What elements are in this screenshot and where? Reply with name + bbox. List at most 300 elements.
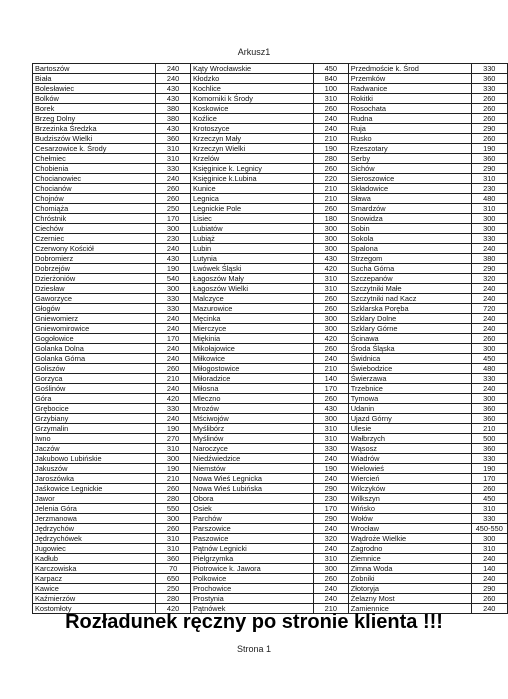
location-value-cell: 420 (313, 334, 348, 344)
location-name-cell: Rudna (348, 114, 471, 124)
location-name-cell: Legnica (190, 194, 313, 204)
location-value-cell: 260 (313, 394, 348, 404)
location-value-cell: 310 (471, 504, 507, 514)
location-name-cell: Bolków (33, 94, 156, 104)
location-name-cell: Kąty Wrocławskie (190, 64, 313, 74)
location-name-cell: Goślinów (33, 384, 156, 394)
location-value-cell: 240 (156, 64, 191, 74)
location-name-cell: Miłkowice (190, 354, 313, 364)
location-value-cell: 300 (313, 414, 348, 424)
location-value-cell: 260 (313, 294, 348, 304)
table-row (33, 254, 508, 264)
location-value-cell: 240 (313, 584, 348, 594)
location-value-cell: 310 (156, 444, 191, 454)
location-value-cell: 270 (156, 434, 191, 444)
location-value-cell: 360 (471, 404, 507, 414)
location-value-cell: 380 (156, 104, 191, 114)
location-name-cell: Jaczów (33, 444, 156, 454)
location-name-cell: Zagrodno (348, 544, 471, 554)
location-value-cell: 140 (471, 564, 507, 574)
location-name-cell: Smardzów (348, 204, 471, 214)
table-row (33, 464, 508, 474)
location-name-cell: Czerwony Kościół (33, 244, 156, 254)
location-name-cell: Jelenia Góra (33, 504, 156, 514)
table-row (33, 134, 508, 144)
locations-table (32, 63, 508, 614)
location-value-cell: 480 (471, 364, 507, 374)
location-value-cell: 100 (313, 84, 348, 94)
location-value-cell: 240 (471, 284, 507, 294)
location-name-cell: Czerniec (33, 234, 156, 244)
location-name-cell: Szczepanów (348, 274, 471, 284)
location-value-cell: 250 (156, 584, 191, 594)
table-row (33, 84, 508, 94)
location-name-cell: Bolesławiec (33, 84, 156, 94)
location-value-cell: 310 (156, 154, 191, 164)
location-value-cell: 310 (313, 94, 348, 104)
table-row (33, 454, 508, 464)
location-value-cell: 480 (471, 194, 507, 204)
location-value-cell: 360 (471, 74, 507, 84)
location-value-cell: 310 (471, 544, 507, 554)
location-name-cell: Ruja (348, 124, 471, 134)
location-name-cell: Wądroże Wielkie (348, 534, 471, 544)
table-row (33, 554, 508, 564)
table-row (33, 574, 508, 584)
location-value-cell: 260 (471, 104, 507, 114)
location-name-cell: Iwno (33, 434, 156, 444)
table-row (33, 294, 508, 304)
location-name-cell: Koskowice (190, 104, 313, 114)
location-name-cell: Tymowa (348, 394, 471, 404)
location-value-cell: 290 (313, 514, 348, 524)
location-value-cell: 240 (156, 174, 191, 184)
location-value-cell: 310 (313, 434, 348, 444)
table-row (33, 534, 508, 544)
table-row (33, 214, 508, 224)
location-value-cell: 190 (156, 264, 191, 274)
location-value-cell: 430 (313, 404, 348, 414)
table-row (33, 404, 508, 414)
location-name-cell: Chojnów (33, 194, 156, 204)
location-value-cell: 300 (313, 224, 348, 234)
location-value-cell: 280 (313, 154, 348, 164)
location-name-cell: Spalona (348, 244, 471, 254)
table-row (33, 304, 508, 314)
location-value-cell: 240 (156, 74, 191, 84)
location-value-cell: 240 (156, 384, 191, 394)
location-value-cell: 360 (471, 154, 507, 164)
location-name-cell: Kadłub (33, 554, 156, 564)
location-name-cell: Księginice k. Legnicy (190, 164, 313, 174)
location-name-cell: Kawice (33, 584, 156, 594)
location-name-cell: Krzeczyn Mały (190, 134, 313, 144)
location-value-cell: 380 (156, 114, 191, 124)
location-value-cell: 240 (156, 344, 191, 354)
location-value-cell: 260 (313, 104, 348, 114)
location-name-cell: Sucha Górna (348, 264, 471, 274)
location-value-cell: 170 (156, 214, 191, 224)
location-value-cell: 310 (313, 424, 348, 434)
location-name-cell: Prostynia (190, 594, 313, 604)
table-row (33, 244, 508, 254)
location-value-cell: 70 (156, 564, 191, 574)
table-row (33, 504, 508, 514)
location-value-cell: 210 (471, 424, 507, 434)
location-value-cell: 450 (313, 64, 348, 74)
location-value-cell: 220 (313, 174, 348, 184)
location-name-cell: Brzezinka Średzka (33, 124, 156, 134)
location-value-cell: 500 (471, 434, 507, 444)
location-name-cell: Szklary Górne (348, 324, 471, 334)
location-name-cell: Wilczyków (348, 484, 471, 494)
location-name-cell: Księginice k.Lubina (190, 174, 313, 184)
location-value-cell: 450-550 (471, 524, 507, 534)
location-name-cell: Jugowiec (33, 544, 156, 554)
location-value-cell: 650 (156, 574, 191, 584)
location-name-cell: Świerzawa (348, 374, 471, 384)
location-name-cell: Chróstnik (33, 214, 156, 224)
location-name-cell: Niemstów (190, 464, 313, 474)
location-value-cell: 300 (471, 394, 507, 404)
table-row (33, 334, 508, 344)
location-name-cell: Wąsosz (348, 444, 471, 454)
location-value-cell: 170 (313, 504, 348, 514)
table-row (33, 364, 508, 374)
location-name-cell: Rokitki (348, 94, 471, 104)
location-name-cell: Wiercień (348, 474, 471, 484)
location-value-cell: 450 (471, 494, 507, 504)
table-row (33, 124, 508, 134)
location-value-cell: 240 (471, 554, 507, 564)
location-name-cell: Przedmoście k. Środ (348, 64, 471, 74)
table-row (33, 514, 508, 524)
table-row (33, 394, 508, 404)
location-name-cell: Łagoszów Mały (190, 274, 313, 284)
location-value-cell: 240 (156, 244, 191, 254)
location-name-cell: Jawor (33, 494, 156, 504)
location-value-cell: 330 (313, 444, 348, 454)
location-value-cell: 330 (471, 234, 507, 244)
location-value-cell: 280 (156, 594, 191, 604)
location-value-cell: 430 (313, 254, 348, 264)
table-row (33, 174, 508, 184)
location-value-cell: 240 (471, 244, 507, 254)
location-value-cell: 550 (156, 504, 191, 514)
table-row (33, 64, 508, 74)
location-value-cell: 360 (471, 414, 507, 424)
location-value-cell: 240 (156, 314, 191, 324)
table-row (33, 484, 508, 494)
location-value-cell: 310 (313, 554, 348, 564)
location-value-cell: 300 (313, 244, 348, 254)
location-value-cell: 430 (156, 124, 191, 134)
location-value-cell: 430 (156, 84, 191, 94)
location-value-cell: 240 (156, 414, 191, 424)
location-name-cell: Karpacz (33, 574, 156, 584)
location-value-cell: 280 (156, 494, 191, 504)
location-name-cell: Mazurowice (190, 304, 313, 314)
table-row (33, 144, 508, 154)
location-name-cell: Szczytniki nad Kacz (348, 294, 471, 304)
location-value-cell: 540 (156, 274, 191, 284)
location-value-cell: 260 (471, 94, 507, 104)
location-value-cell: 290 (471, 584, 507, 594)
manual-unloading-notice: Rozładunek ręczny po stronie klienta !!! (65, 611, 443, 633)
table-row (33, 94, 508, 104)
location-value-cell: 430 (156, 254, 191, 264)
location-value-cell: 310 (471, 204, 507, 214)
location-name-cell: Wołów (348, 514, 471, 524)
location-value-cell: 260 (156, 194, 191, 204)
location-name-cell: Szczytniki Małe (348, 284, 471, 294)
location-value-cell: 330 (471, 374, 507, 384)
location-value-cell: 450 (471, 354, 507, 364)
location-name-cell: Lubin (190, 244, 313, 254)
location-name-cell: Gogołowice (33, 334, 156, 344)
page-number: Strona 1 (236, 644, 272, 654)
location-value-cell: 260 (156, 484, 191, 494)
location-value-cell: 240 (471, 314, 507, 324)
location-name-cell: Miłogostowice (190, 364, 313, 374)
location-name-cell: Trzebnice (348, 384, 471, 394)
location-value-cell: 210 (313, 364, 348, 374)
location-name-cell: Krotoszyce (190, 124, 313, 134)
location-value-cell: 330 (156, 164, 191, 174)
location-value-cell: 240 (471, 574, 507, 584)
location-name-cell: Radwanice (348, 84, 471, 94)
location-name-cell: Sieroszowice (348, 174, 471, 184)
location-name-cell: Mierczyce (190, 324, 313, 334)
location-name-cell: Krzeczyn Wielki (190, 144, 313, 154)
location-name-cell: Miłosna (190, 384, 313, 394)
location-name-cell: Lubiatów (190, 224, 313, 234)
location-name-cell: Sokola (348, 234, 471, 244)
location-value-cell: 310 (471, 174, 507, 184)
location-value-cell: 360 (156, 554, 191, 564)
location-value-cell: 240 (313, 594, 348, 604)
location-name-cell: Złotoryja (348, 584, 471, 594)
location-value-cell: 240 (156, 354, 191, 364)
location-name-cell: Jakuszów (33, 464, 156, 474)
location-value-cell: 290 (471, 124, 507, 134)
location-name-cell: Rusko (348, 134, 471, 144)
location-name-cell: Polkowice (190, 574, 313, 584)
location-value-cell: 240 (313, 124, 348, 134)
location-name-cell: Prochowice (190, 584, 313, 594)
location-value-cell: 190 (313, 144, 348, 154)
location-value-cell: 320 (313, 534, 348, 544)
location-name-cell: Zimna Woda (348, 564, 471, 574)
location-name-cell: Rzeszotary (348, 144, 471, 154)
location-value-cell: 310 (156, 534, 191, 544)
location-value-cell: 840 (313, 74, 348, 84)
location-name-cell: Myślinów (190, 434, 313, 444)
location-value-cell: 210 (156, 374, 191, 384)
location-value-cell: 260 (471, 594, 507, 604)
location-name-cell: Chełmiec (33, 154, 156, 164)
location-value-cell: 240 (313, 524, 348, 534)
location-name-cell: Ulesie (348, 424, 471, 434)
location-name-cell: Grzybiany (33, 414, 156, 424)
location-value-cell: 230 (313, 494, 348, 504)
location-name-cell: Miękinia (190, 334, 313, 344)
location-value-cell: 310 (313, 274, 348, 284)
location-name-cell: Mściwojów (190, 414, 313, 424)
location-name-cell: Mrozów (190, 404, 313, 414)
table-row (33, 264, 508, 274)
table-row (33, 114, 508, 124)
location-name-cell: Piotrowice k. Jawora (190, 564, 313, 574)
location-name-cell: Gaworzyce (33, 294, 156, 304)
table-row (33, 74, 508, 84)
location-value-cell: 210 (313, 194, 348, 204)
location-value-cell: 300 (471, 344, 507, 354)
location-value-cell: 240 (313, 544, 348, 554)
location-name-cell: Kłodzko (190, 74, 313, 84)
location-name-cell: Jędrzychów (33, 524, 156, 534)
location-name-cell: Jaśkowice Legnickie (33, 484, 156, 494)
table-row (33, 374, 508, 384)
location-value-cell: 330 (471, 64, 507, 74)
location-name-cell: Chocianów (33, 184, 156, 194)
table-row (33, 164, 508, 174)
location-value-cell: 300 (313, 324, 348, 334)
location-name-cell: Paszowice (190, 534, 313, 544)
location-value-cell: 300 (156, 454, 191, 464)
table-row (33, 194, 508, 204)
location-value-cell: 180 (313, 214, 348, 224)
location-value-cell: 240 (471, 324, 507, 334)
location-name-cell: Wiadrów (348, 454, 471, 464)
location-value-cell: 300 (156, 514, 191, 524)
location-name-cell: Sichów (348, 164, 471, 174)
location-value-cell: 240 (471, 604, 507, 614)
location-name-cell: Dobrzejów (33, 264, 156, 274)
location-name-cell: Ciechów (33, 224, 156, 234)
location-value-cell: 260 (313, 164, 348, 174)
location-value-cell: 190 (313, 464, 348, 474)
location-value-cell: 330 (156, 404, 191, 414)
location-name-cell: Świdnica (348, 354, 471, 364)
location-value-cell: 310 (156, 144, 191, 154)
location-name-cell: Nowa Wieś Lubińska (190, 484, 313, 494)
location-value-cell: 300 (156, 284, 191, 294)
table-row (33, 434, 508, 444)
location-value-cell: 260 (156, 524, 191, 534)
location-name-cell: Wałbrzych (348, 434, 471, 444)
location-value-cell: 430 (156, 94, 191, 104)
table-row (33, 474, 508, 484)
location-name-cell: Kostomłoty (33, 604, 156, 614)
location-value-cell: 190 (156, 464, 191, 474)
location-name-cell: Myślibórz (190, 424, 313, 434)
location-value-cell: 330 (156, 294, 191, 304)
location-name-cell: Snowidza (348, 214, 471, 224)
location-value-cell: 420 (313, 264, 348, 274)
location-name-cell: Borek (33, 104, 156, 114)
location-name-cell: Koźlice (190, 114, 313, 124)
location-name-cell: Komorniki k Środy (190, 94, 313, 104)
location-value-cell: 260 (471, 334, 507, 344)
table-row (33, 524, 508, 534)
location-name-cell: Szklarska Poręba (348, 304, 471, 314)
location-name-cell: Kaźmierzów (33, 594, 156, 604)
table-row (33, 544, 508, 554)
location-name-cell: Goliszów (33, 364, 156, 374)
location-value-cell: 310 (313, 284, 348, 294)
location-value-cell: 260 (471, 134, 507, 144)
location-name-cell: Grębocice (33, 404, 156, 414)
location-value-cell: 330 (471, 84, 507, 94)
location-name-cell: Udanin (348, 404, 471, 414)
location-value-cell: 240 (471, 384, 507, 394)
sheet-title: Arkusz1 (237, 47, 271, 57)
location-name-cell: Kunice (190, 184, 313, 194)
location-name-cell: Gniewomierz (33, 314, 156, 324)
location-name-cell: Zamiennice (348, 604, 471, 614)
location-name-cell: Legnickie Pole (190, 204, 313, 214)
table-row (33, 314, 508, 324)
location-value-cell: 170 (156, 334, 191, 344)
location-value-cell: 330 (471, 514, 507, 524)
location-value-cell: 240 (471, 294, 507, 304)
location-name-cell: Świebodzice (348, 364, 471, 374)
location-value-cell: 330 (156, 304, 191, 314)
location-value-cell: 260 (313, 304, 348, 314)
location-name-cell: Łagoszów Wielki (190, 284, 313, 294)
table-row (33, 414, 508, 424)
location-name-cell: Wilkszyn (348, 494, 471, 504)
table-row (33, 234, 508, 244)
table-row (33, 564, 508, 574)
location-value-cell: 140 (313, 374, 348, 384)
location-name-cell: Ujazd Górny (348, 414, 471, 424)
location-value-cell: 300 (313, 564, 348, 574)
location-name-cell: Jaroszówka (33, 474, 156, 484)
location-value-cell: 420 (156, 604, 191, 614)
location-value-cell: 260 (313, 344, 348, 354)
location-value-cell: 250 (156, 204, 191, 214)
location-value-cell: 330 (471, 454, 507, 464)
location-value-cell: 240 (313, 474, 348, 484)
location-value-cell: 240 (313, 114, 348, 124)
location-name-cell: Lutynia (190, 254, 313, 264)
location-name-cell: Jerzmanowa (33, 514, 156, 524)
location-name-cell: Parszowice (190, 524, 313, 534)
table-row (33, 354, 508, 364)
location-value-cell: 320 (471, 274, 507, 284)
location-name-cell: Cesarzowice k. Środy (33, 144, 156, 154)
table-row (33, 584, 508, 594)
location-name-cell: Serby (348, 154, 471, 164)
location-name-cell: Środa Śląska (348, 344, 471, 354)
table-row (33, 284, 508, 294)
location-value-cell: 260 (156, 364, 191, 374)
location-name-cell: Sława (348, 194, 471, 204)
location-name-cell: Szklary Dolne (348, 314, 471, 324)
location-name-cell: Głogów (33, 304, 156, 314)
table-row (33, 104, 508, 114)
location-value-cell: 190 (156, 424, 191, 434)
location-name-cell: Pielgrzymka (190, 554, 313, 564)
location-value-cell: 310 (156, 544, 191, 554)
location-name-cell: Składowice (348, 184, 471, 194)
location-value-cell: 260 (471, 484, 507, 494)
location-name-cell: Osiek (190, 504, 313, 514)
table-row (33, 384, 508, 394)
location-name-cell: Dobromierz (33, 254, 156, 264)
